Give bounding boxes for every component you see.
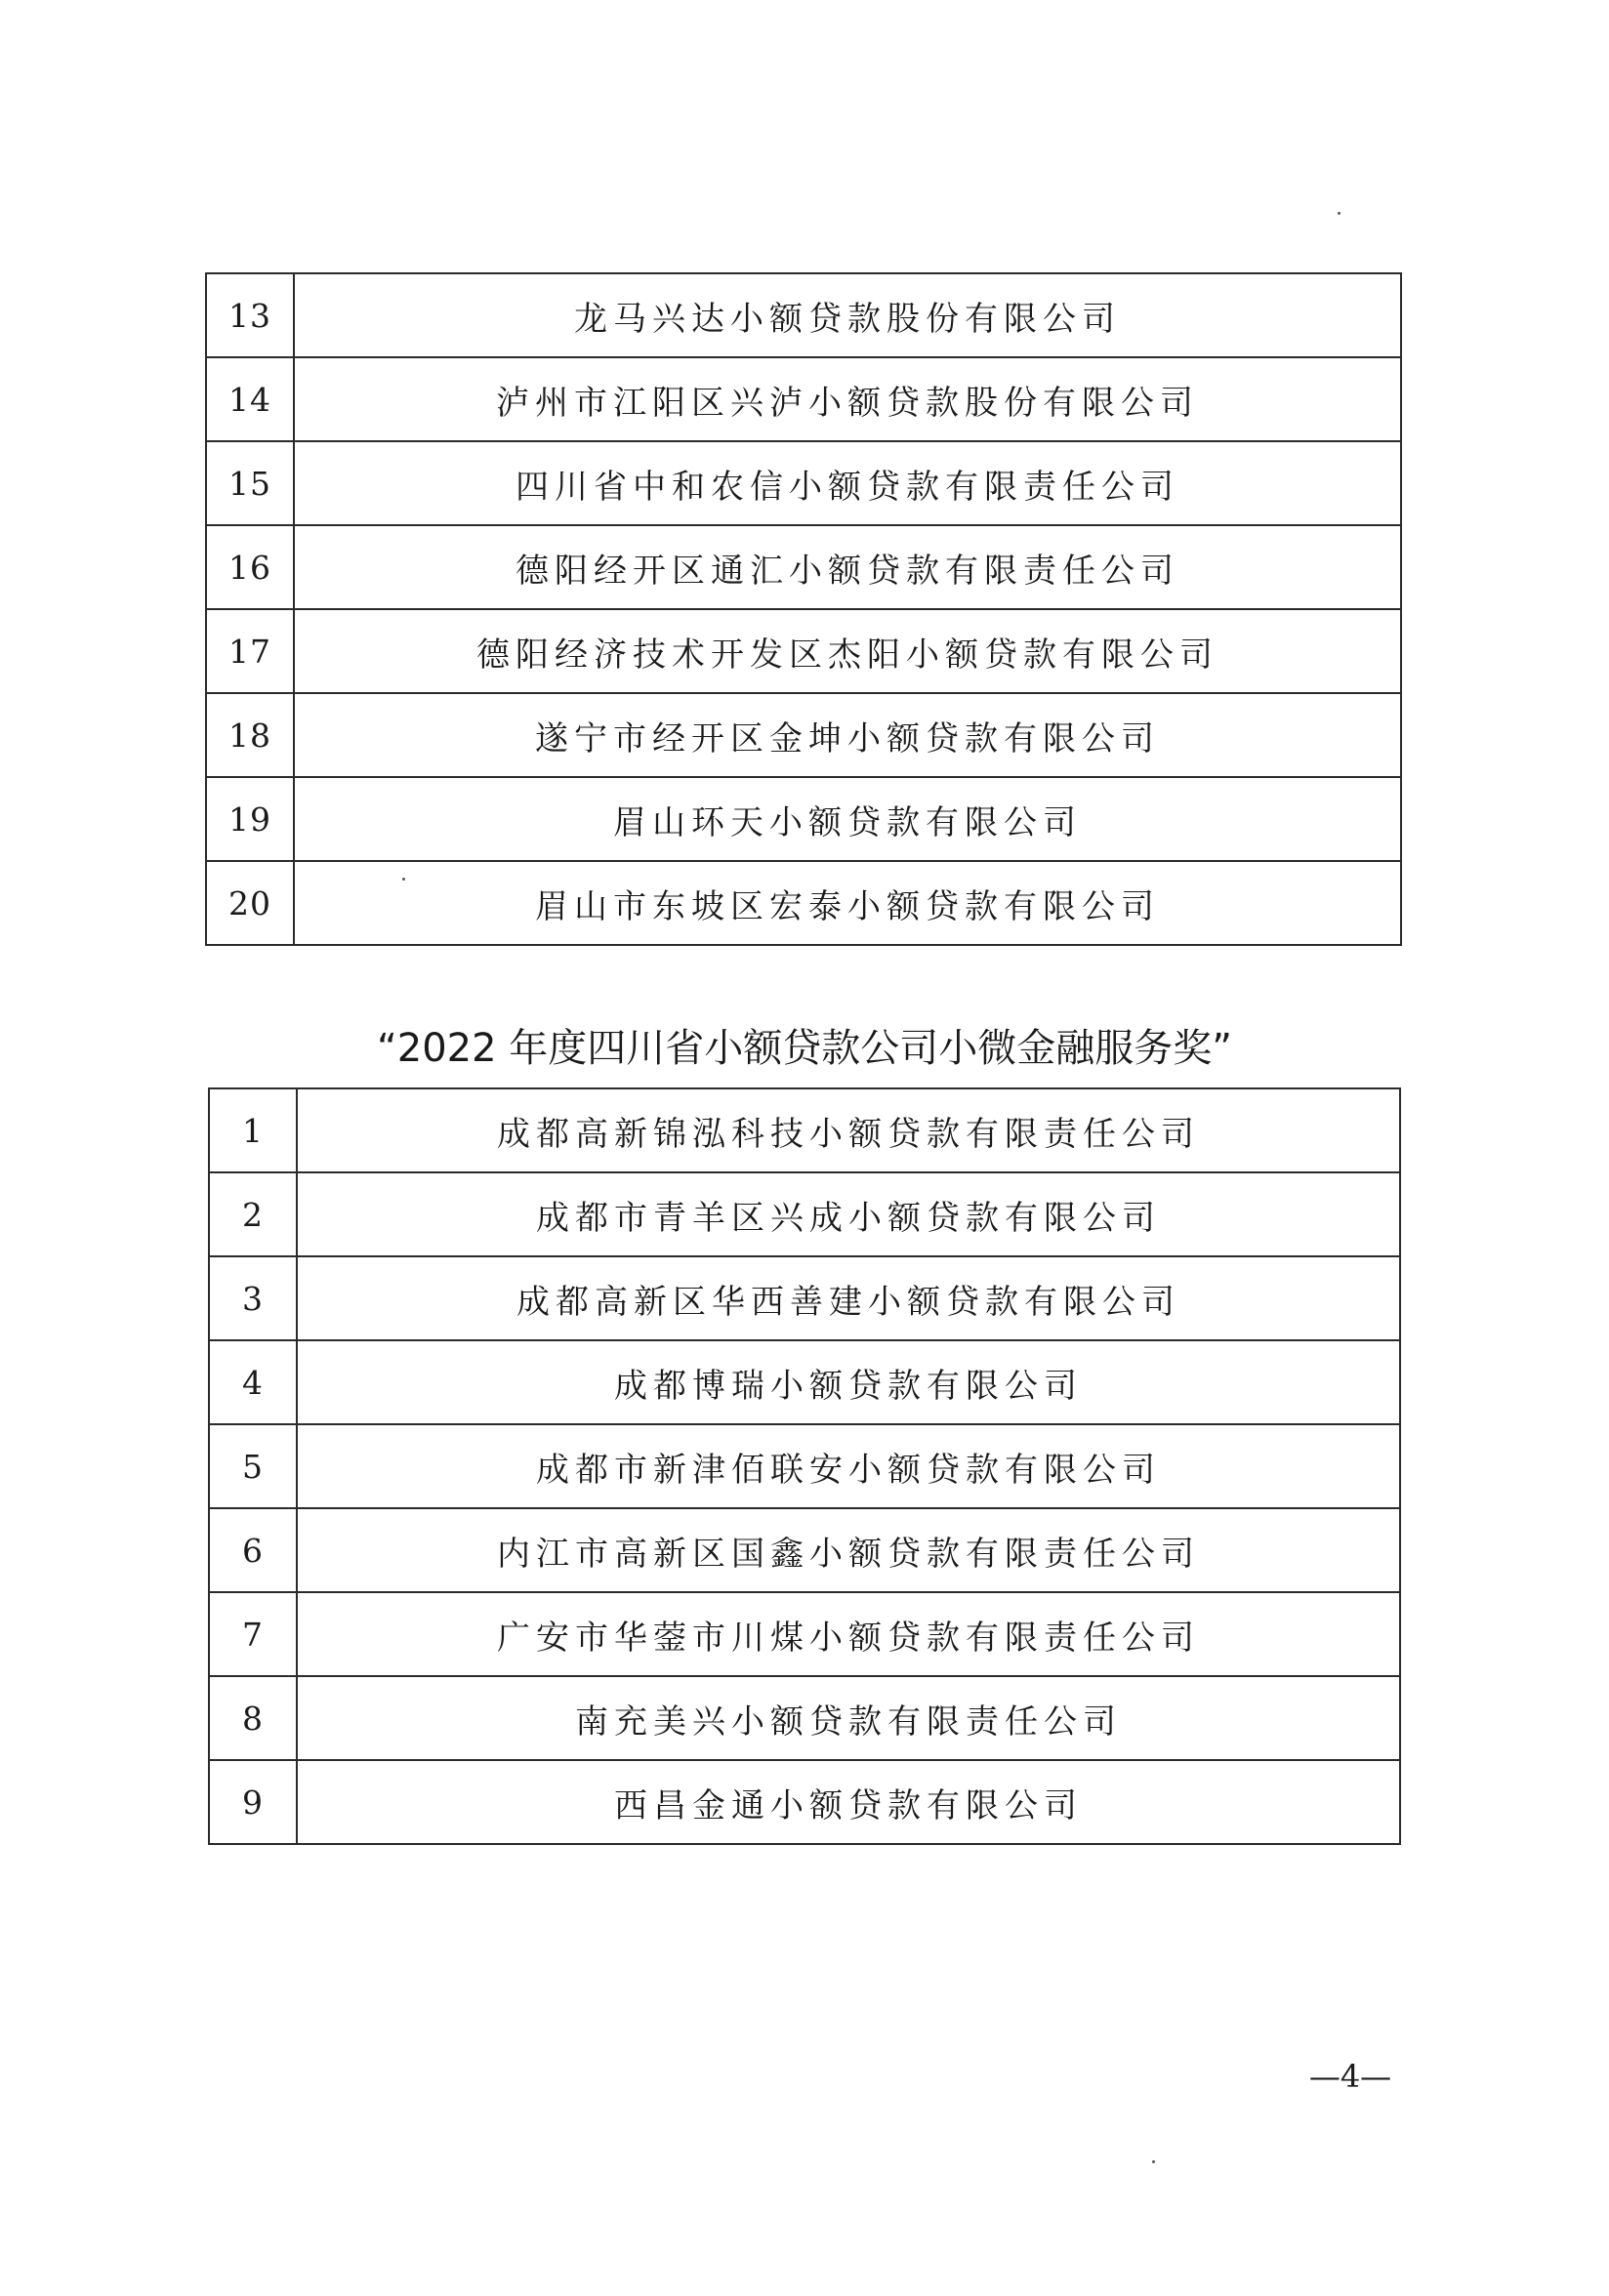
row-number: 20: [206, 861, 294, 945]
company-name: 内江市高新区国鑫小额贷款有限责任公司: [297, 1508, 1400, 1592]
company-name: 泸州市江阳区兴泸小额贷款股份有限公司: [294, 357, 1401, 441]
row-number: 13: [206, 273, 294, 357]
scan-speck: [402, 878, 405, 881]
table-row: [206, 357, 1401, 441]
table-row: [206, 609, 1401, 693]
table-row: [206, 441, 1401, 525]
company-name: 龙马兴达小额贷款股份有限公司: [294, 273, 1401, 357]
company-name: 成都博瑞小额贷款有限公司: [297, 1340, 1400, 1424]
row-number: 3: [209, 1256, 297, 1340]
page-number: —4—: [1308, 2058, 1392, 2095]
company-name: 西昌金通小额贷款有限公司: [297, 1760, 1400, 1844]
company-name: 成都市青羊区兴成小额贷款有限公司: [297, 1172, 1400, 1256]
company-name: 四川省中和农信小额贷款有限责任公司: [294, 441, 1401, 525]
table-row: [209, 1676, 1400, 1760]
row-number: 2: [209, 1172, 297, 1256]
section-title: “2022 年度四川省小额贷款公司小微金融服务奖”: [377, 1026, 1232, 1071]
company-name: 遂宁市经开区金坤小额贷款有限公司: [294, 693, 1401, 777]
table-row: [209, 1424, 1400, 1508]
row-number: 19: [206, 777, 294, 861]
row-number: 7: [209, 1592, 297, 1676]
row-number: 9: [209, 1760, 297, 1844]
row-number: 17: [206, 609, 294, 693]
scan-speck: [1338, 212, 1341, 215]
table-row: [209, 1088, 1400, 1172]
table-row: [206, 525, 1401, 609]
table-row: [209, 1340, 1400, 1424]
award-list-table-continued: [205, 272, 1402, 946]
table-row: [209, 1508, 1400, 1592]
table-row: [209, 1172, 1400, 1256]
row-number: 1: [209, 1088, 297, 1172]
company-name: 眉山环天小额贷款有限公司: [294, 777, 1401, 861]
company-name: 德阳经济技术开发区杰阳小额贷款有限公司: [294, 609, 1401, 693]
table-row: [209, 1592, 1400, 1676]
company-name: 眉山市东坡区宏泰小额贷款有限公司: [294, 861, 1401, 945]
row-number: 16: [206, 525, 294, 609]
row-number: 14: [206, 357, 294, 441]
company-name: 成都市新津佰联安小额贷款有限公司: [297, 1424, 1400, 1508]
row-number: 5: [209, 1424, 297, 1508]
scan-speck: [1152, 2160, 1155, 2163]
table-row: [209, 1760, 1400, 1844]
row-number: 15: [206, 441, 294, 525]
service-award-table: [208, 1087, 1401, 1845]
table-row: [206, 861, 1401, 945]
row-number: 18: [206, 693, 294, 777]
company-name: 成都高新锦泓科技小额贷款有限责任公司: [297, 1088, 1400, 1172]
row-number: 6: [209, 1508, 297, 1592]
company-name: 德阳经开区通汇小额贷款有限责任公司: [294, 525, 1401, 609]
company-name: 广安市华蓥市川煤小额贷款有限责任公司: [297, 1592, 1400, 1676]
table-row: [206, 777, 1401, 861]
company-name: 成都高新区华西善建小额贷款有限公司: [297, 1256, 1400, 1340]
table-row: [209, 1256, 1400, 1340]
row-number: 4: [209, 1340, 297, 1424]
table-row: [206, 273, 1401, 357]
row-number: 8: [209, 1676, 297, 1760]
table-row: [206, 693, 1401, 777]
company-name: 南充美兴小额贷款有限责任公司: [297, 1676, 1400, 1760]
